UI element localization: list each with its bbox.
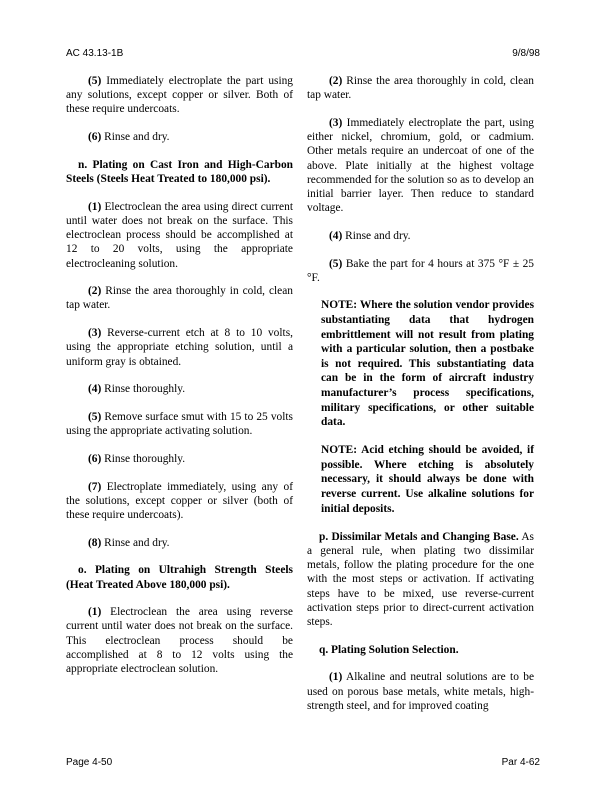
step-number: (1) — [329, 671, 343, 684]
note-block: NOTE: Where the solution vendor provides substantiating data that hydrogen embrittlement will not result from plating with a particular solution, then a postbake is not required. This substantiating data can be in the form of aircraft industry manufacturer’s process specifications, military specifications, or other suitable data. — [321, 299, 534, 429]
step-paragraph — [66, 452, 293, 466]
step-paragraph — [66, 74, 293, 117]
step-text: Reverse-current etch at 8 to 10 volts, using the appropriate etching solution, until a uniform gray is obtained. — [66, 327, 293, 368]
section-heading-p: p. Dissimilar Metals and Changing Base. — [319, 530, 519, 543]
step-number: (1) — [88, 606, 102, 619]
step-paragraph — [66, 326, 293, 369]
step-paragraph — [307, 116, 534, 215]
step-text: Rinse and dry. — [104, 536, 170, 549]
step-text: Rinse and dry. — [345, 229, 411, 242]
right-column — [307, 74, 534, 726]
step-number: (4) — [329, 229, 343, 242]
step-text: Electroclean the area using direct current until water does not break on the surface. This electroclean process should be accomplished at 12 to 20 volts, using the appropriate electrocleaning solution. — [66, 200, 293, 270]
section-heading-q: q. Plating Solution Selection. — [319, 643, 459, 656]
step-number: (1) — [88, 200, 102, 213]
step-paragraph — [66, 536, 293, 550]
step-number: (4) — [88, 383, 102, 396]
step-paragraph — [66, 480, 293, 523]
step-paragraph — [66, 130, 293, 144]
step-number: (2) — [329, 75, 343, 87]
step-text: Rinse and dry. — [104, 131, 170, 144]
step-paragraph — [66, 200, 293, 271]
document-date: 9/8/98 — [512, 48, 540, 59]
step-paragraph — [307, 229, 534, 243]
step-paragraph — [307, 74, 534, 102]
step-text: Rinse the area thoroughly in cold, clean tap water. — [307, 75, 534, 102]
step-text: Immediately electroplate the part, using either nickel, chromium, gold, or cadmium. Other metals require an undercoat of one of the above. Plate initially at the highest voltage recommended for the solution so as to develop an initial barrier layer. Then reduce to standard voltage. — [307, 116, 534, 215]
step-text: Alkaline and neutral solutions are to be used on porous base metals, white metals, high-strength steel, and for improved coating — [307, 671, 534, 712]
step-number: (5) — [88, 75, 102, 87]
section-p-paragraph — [307, 530, 534, 629]
step-text: Electroplate immediately, using any of the solutions, except copper or silver (both of these require undercoats). — [66, 480, 293, 521]
section-heading-n: n. Plating on Cast Iron and High-Carbon Steels (Steels Heat Treated to 180,000 psi). — [66, 158, 293, 186]
step-number: (5) — [329, 257, 343, 270]
step-paragraph — [66, 382, 293, 396]
note-block: NOTE: Acid etching should be avoided, if possible. Where etching is absolutely necessary, it should always be done with reverse current. Use alkaline solutions for initial deposits. — [321, 444, 534, 515]
step-number: (2) — [88, 285, 102, 298]
section-heading-o: o. Plating on Ultrahigh Strength Steels (Heat Treated Above 180,000 psi). — [66, 564, 293, 591]
step-paragraph — [66, 284, 293, 312]
paragraph-reference: Par 4-62 — [501, 757, 540, 768]
step-number: (3) — [88, 327, 102, 340]
step-paragraph — [66, 605, 293, 676]
step-text: Bake the part for 4 hours at 375 °F ± 25 °F. — [307, 257, 534, 284]
section-p-text: As a general rule, when plating two dissimilar metals, follow the plating procedure for the one with the most steps or activation. If activating steps have to be mixed, use reverse-current activation steps prior to direct-current activation steps. — [307, 530, 534, 628]
step-paragraph — [307, 670, 534, 713]
step-text: Remove surface smut with 15 to 25 volts using the appropriate activating solution. — [66, 410, 293, 438]
step-number: (6) — [88, 452, 102, 465]
step-number: (6) — [88, 131, 102, 144]
step-text: Electroclean the area using reverse current until water does not break on the surface. This electroclean process should be accomplished at 8 to 12 volts using the appropriate electroclean solution. — [66, 606, 293, 676]
step-number: (7) — [88, 480, 102, 493]
left-column — [66, 74, 293, 690]
step-text: Rinse the area thoroughly in cold, clean tap water. — [66, 285, 293, 312]
step-paragraph — [307, 257, 534, 285]
step-text: Rinse thoroughly. — [104, 383, 186, 396]
step-number: (8) — [88, 536, 102, 549]
page-number: Page 4-50 — [66, 757, 113, 768]
step-paragraph — [66, 410, 293, 438]
step-number: (5) — [88, 410, 102, 423]
step-text: Rinse thoroughly. — [104, 452, 186, 465]
document-id: AC 43.13-1B — [66, 48, 124, 59]
step-number: (3) — [329, 116, 343, 129]
step-text: Immediately electroplate the part using any solutions, except copper or silver. Both of these require undercoats. — [66, 75, 293, 116]
